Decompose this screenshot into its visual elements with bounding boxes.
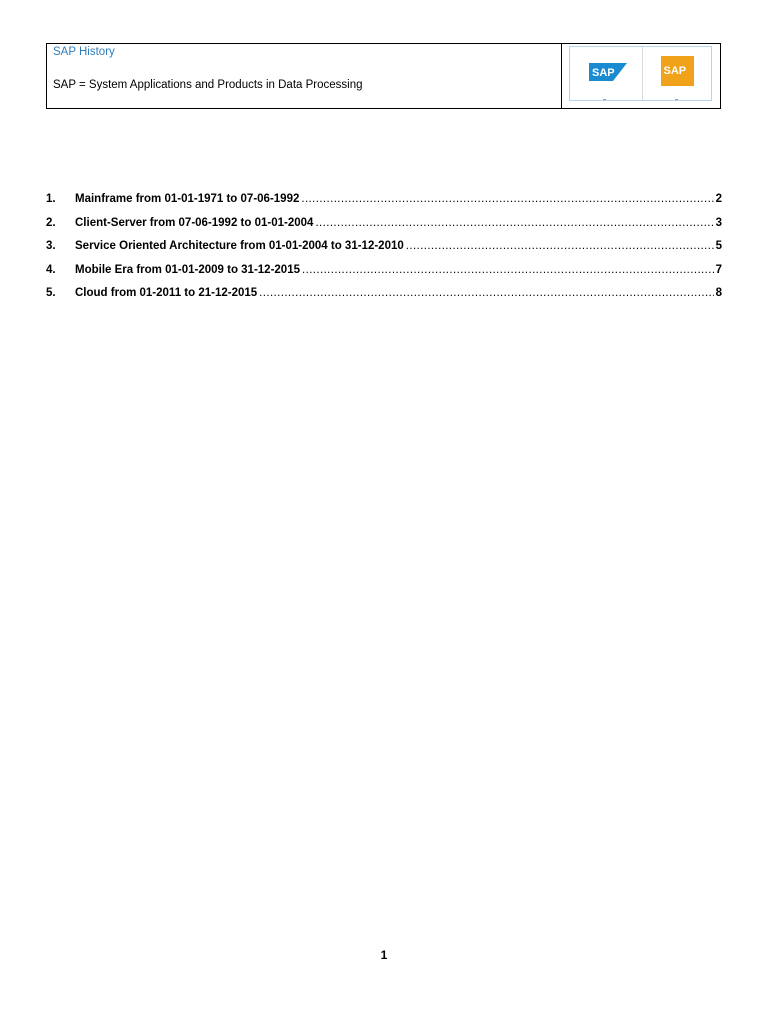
logo-image xyxy=(569,46,712,101)
toc-entry[interactable] xyxy=(46,262,722,286)
toc-entry[interactable] xyxy=(46,215,722,239)
toc-entry-page[interactable]: 7 xyxy=(715,263,722,276)
document-header xyxy=(46,43,721,109)
document-title: SAP History xyxy=(53,46,115,58)
toc-entry-number: 2. xyxy=(46,216,56,229)
header-text-cell xyxy=(47,44,562,108)
toc-dot-leader xyxy=(315,217,713,229)
toc-dot-leader xyxy=(302,264,714,276)
logo-mark xyxy=(603,99,606,100)
toc-entry[interactable] xyxy=(46,191,722,215)
toc-entry-title[interactable]: Mainframe from 01-01-1971 to 07-06-1992 xyxy=(75,193,300,205)
toc-entry-title[interactable]: Mobile Era from 01-01-2009 to 31-12-2015 xyxy=(75,263,300,276)
toc-entry-page[interactable]: 2 xyxy=(715,193,722,205)
header-logo-cell xyxy=(562,44,720,108)
toc-entry-page[interactable]: 5 xyxy=(715,240,722,252)
svg-text:SAP: SAP xyxy=(592,67,615,79)
toc-entry-title[interactable]: Cloud from 01-2011 to 21-12-2015 xyxy=(75,287,258,299)
toc-entry-number: 5. xyxy=(46,287,56,299)
toc-entry-number: 3. xyxy=(46,240,56,252)
toc-entry-page[interactable]: 8 xyxy=(715,287,722,299)
toc-dot-leader xyxy=(406,240,714,252)
document-subtitle: SAP = System Applications and Products in Data Processing xyxy=(53,79,363,91)
page-number: 1 xyxy=(380,948,388,962)
toc-dot-leader xyxy=(259,287,713,299)
toc-dot-leader xyxy=(301,193,713,205)
logo-mark xyxy=(675,99,678,100)
table-of-contents xyxy=(46,191,722,309)
sap-logo-blue-icon xyxy=(589,63,627,81)
toc-entry-number: 1. xyxy=(46,193,56,205)
toc-entry-number: 4. xyxy=(46,263,56,276)
toc-entry-title[interactable]: Client-Server from 07-06-1992 to 01-01-2004 xyxy=(75,216,314,229)
toc-entry[interactable] xyxy=(46,238,722,262)
logo-divider xyxy=(642,47,643,100)
toc-entry-page[interactable]: 3 xyxy=(715,216,722,229)
toc-entry[interactable] xyxy=(46,285,722,309)
svg-text:SAP: SAP xyxy=(663,65,687,77)
sap-logo-gold-icon xyxy=(661,56,694,86)
toc-entry-title[interactable]: Service Oriented Architecture from 01-01-2004 to 31-12-2010 xyxy=(75,240,404,252)
